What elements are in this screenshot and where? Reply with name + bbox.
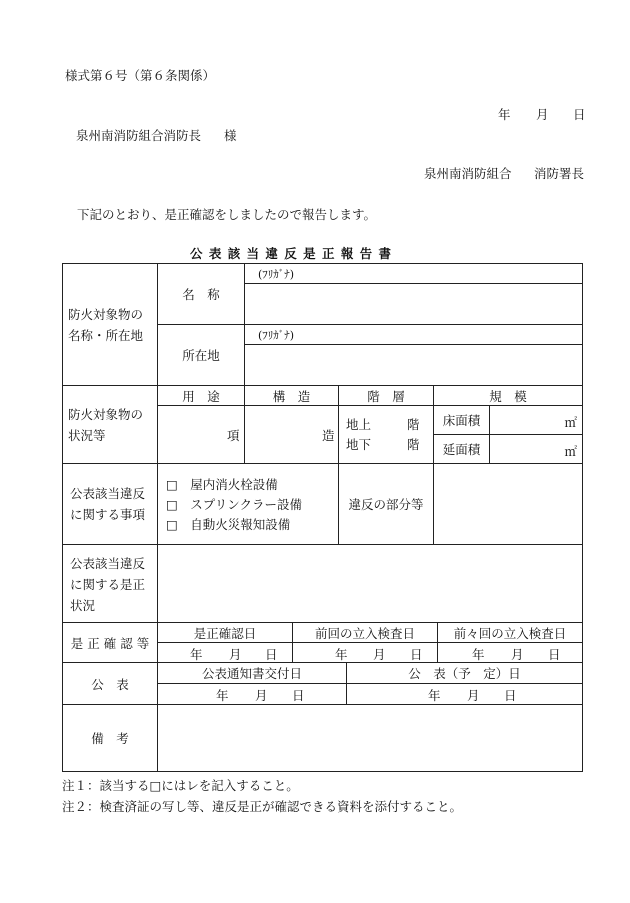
- scale-header: [433, 385, 583, 406]
- date-month-label: 月: [536, 107, 549, 122]
- intro-text: 下記のとおり、是正確認をしましたので報告します。: [77, 207, 377, 222]
- prev2-inspection-header: [437, 622, 583, 643]
- section1-label: 防火対象物の名称・所在地: [68, 306, 144, 343]
- notice-date-value[interactable]: [157, 683, 347, 705]
- year-label: 年: [190, 647, 203, 662]
- day-label: 日: [548, 647, 561, 662]
- sender-title: 消防署長: [534, 166, 585, 181]
- day-label: 日: [504, 688, 517, 703]
- use-value-cell[interactable]: [157, 405, 245, 464]
- equipment-list-cell: [157, 463, 339, 545]
- section1-label-cell: [62, 263, 158, 386]
- floor-area-value-cell[interactable]: [489, 405, 583, 435]
- year-label: 年: [335, 647, 348, 662]
- structure-header-label: 構 造: [272, 388, 311, 404]
- floor-area-unit: ㎡: [564, 415, 577, 430]
- month-label: 月: [255, 688, 268, 703]
- name-furigana-cell[interactable]: [244, 263, 583, 284]
- section3-label-cell: [62, 463, 158, 545]
- total-area-unit: ㎡: [564, 444, 577, 459]
- address-value-cell[interactable]: [244, 344, 583, 386]
- document-title: 公 表 該 当 違 反 是 正 報 告 書: [190, 246, 393, 261]
- correction-status-cell[interactable]: [157, 544, 583, 623]
- floors-header: [338, 385, 434, 406]
- form-number: 様式第６号（第６条関係）: [65, 68, 216, 83]
- day-label: 日: [410, 647, 423, 662]
- above-floor-unit: 階: [407, 417, 420, 432]
- correction-date-label: 是正確認日: [193, 625, 257, 641]
- addressee-suffix: 様: [224, 128, 237, 143]
- day-label: 日: [265, 647, 278, 662]
- notice-date-header: [157, 662, 347, 684]
- address-label: 所在地: [182, 348, 220, 363]
- use-header: [157, 385, 245, 406]
- section4-label: 公表該当違反に関する是正状況: [70, 556, 146, 613]
- month-label: 月: [511, 647, 524, 662]
- prev-inspection-value[interactable]: [292, 642, 438, 663]
- structure-header: [244, 385, 339, 406]
- structure-unit: 造: [322, 428, 335, 443]
- name-value-cell[interactable]: [244, 283, 583, 325]
- date-day-label: 日: [573, 107, 586, 122]
- date-year-label: 年: [498, 107, 511, 122]
- structure-value-cell[interactable]: [244, 405, 339, 464]
- year-label: 年: [472, 647, 485, 662]
- violation-part-label-cell: [338, 463, 434, 545]
- address-label-cell: [157, 324, 245, 386]
- violation-part-label: 違反の部分等: [348, 497, 424, 512]
- remarks-cell[interactable]: [157, 704, 583, 772]
- floor-area-label-cell: [433, 405, 490, 435]
- section5-label: 是 正 確 認 等: [70, 635, 150, 651]
- total-area-value-cell[interactable]: [489, 434, 583, 464]
- scale-header-label: 規 模: [489, 388, 527, 404]
- section7-label: 備 考: [91, 731, 129, 746]
- equipment-item[interactable]: □ スプリンクラー設備: [166, 497, 303, 512]
- month-label: 月: [229, 647, 242, 662]
- furigana-label-2: (ﾌﾘｶﾞﾅ): [258, 329, 295, 342]
- section3-label: 公表該当違反に関する事項: [70, 486, 146, 522]
- prev-inspection-label: 前回の立入検査日: [314, 625, 415, 641]
- above-ground-label: 地上: [346, 417, 372, 432]
- publication-date-label: 公 表（予 定）日: [408, 666, 521, 681]
- year-label: 年: [428, 688, 441, 703]
- violation-part-value-cell[interactable]: [433, 463, 583, 545]
- note-2: 注２：検査済証の写し等、違反是正が確認できる資料を添付すること。: [62, 799, 463, 814]
- below-floor-unit: 階: [407, 437, 420, 452]
- correction-date-value[interactable]: [157, 642, 293, 663]
- addressee: 泉州南消防組合消防長: [76, 128, 202, 143]
- address-furigana-cell[interactable]: [244, 324, 583, 345]
- floors-value-cell[interactable]: [338, 405, 434, 464]
- day-label: 日: [292, 688, 305, 703]
- floors-header-label: 階 層: [367, 388, 405, 404]
- use-header-label: 用 途: [182, 388, 220, 404]
- section4-label-cell: [62, 544, 158, 623]
- section2-label: 防火対象物の状況等: [68, 406, 144, 443]
- publication-date-value[interactable]: [346, 683, 583, 705]
- floor-area-label: 床面積: [442, 413, 481, 428]
- section2-label-cell: [62, 385, 158, 464]
- section5-label-cell: [62, 622, 158, 663]
- name-label: 名 称: [182, 287, 220, 302]
- furigana-label-1: (ﾌﾘｶﾞﾅ): [258, 268, 295, 281]
- month-label: 月: [467, 688, 480, 703]
- section6-label-cell: [62, 662, 158, 705]
- equipment-item[interactable]: □ 自動火災報知設備: [166, 517, 291, 532]
- publication-date-header: [346, 662, 583, 684]
- prev-inspection-header: [292, 622, 438, 643]
- notice-date-label: 公表通知書交付日: [201, 666, 302, 681]
- year-label: 年: [216, 688, 229, 703]
- month-label: 月: [373, 647, 386, 662]
- total-area-label: 延面積: [442, 442, 481, 457]
- sender-org: 泉州南消防組合: [424, 166, 512, 181]
- section6-label: 公 表: [91, 676, 129, 692]
- below-ground-label: 地下: [346, 437, 372, 452]
- total-area-label-cell: [433, 434, 490, 464]
- correction-date-header: [157, 622, 293, 643]
- prev2-inspection-label: 前々回の立入検査日: [453, 625, 567, 641]
- equipment-item[interactable]: □ 屋内消火栓設備: [166, 477, 278, 492]
- use-unit: 項: [227, 428, 240, 443]
- name-label-cell: [157, 263, 245, 325]
- section7-label-cell: [62, 704, 158, 772]
- prev2-inspection-value[interactable]: [437, 642, 583, 663]
- note-1: 注１：該当する□にはレを記入すること。: [62, 778, 299, 793]
